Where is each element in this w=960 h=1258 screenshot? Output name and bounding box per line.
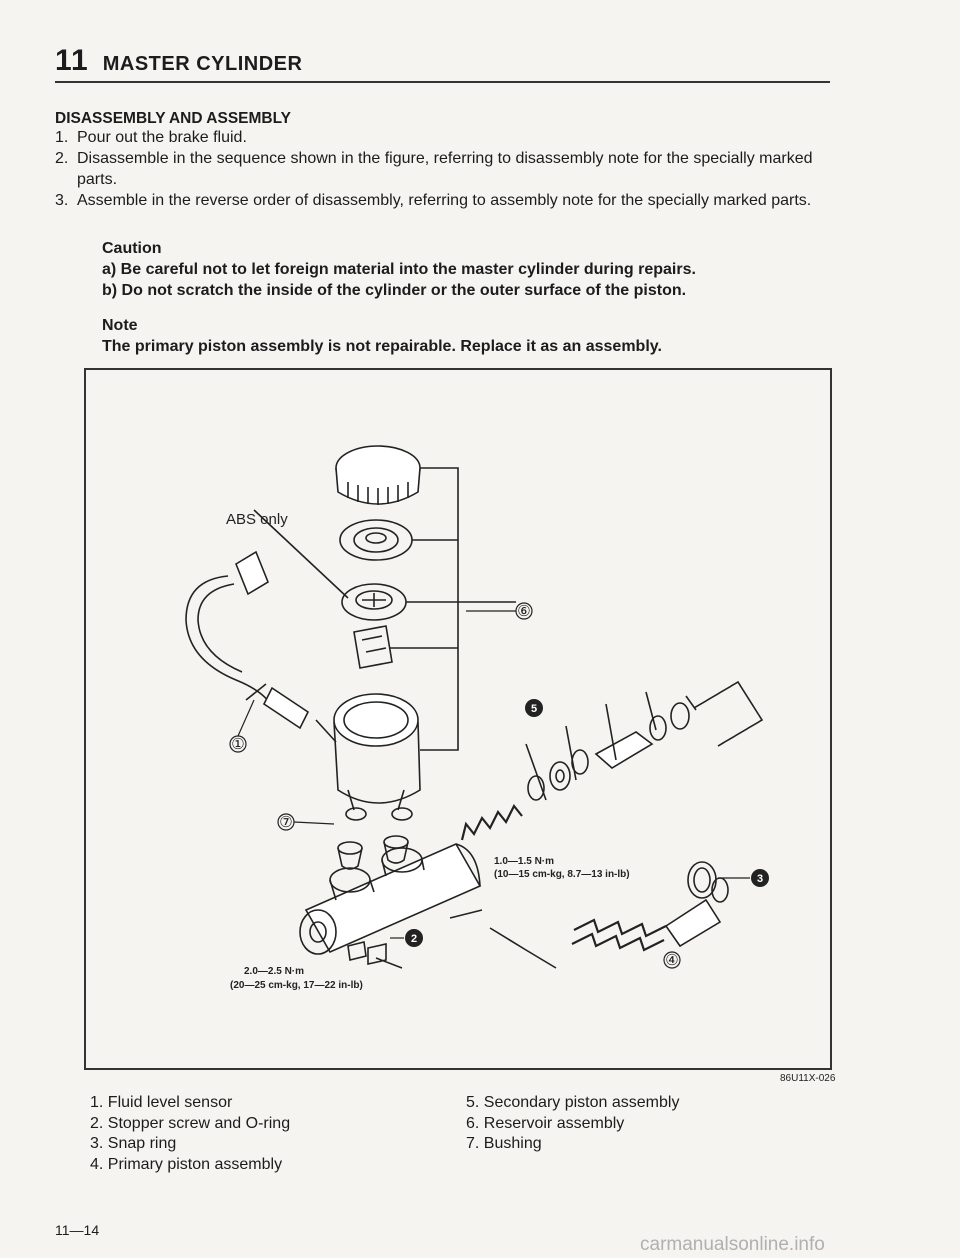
- step-item: 1. Pour out the brake fluid.: [55, 129, 247, 146]
- legend-item: 2. Stopper screw and O-ring: [90, 1114, 291, 1132]
- callout-4-label: ④: [665, 952, 679, 969]
- torque-spec-2-line2: (20—25 cm-kg, 17—22 in-lb): [230, 980, 363, 991]
- master-cylinder-illustration: [86, 370, 830, 1068]
- caution-heading: Caution: [102, 240, 162, 257]
- abs-only-label: ABS only: [226, 511, 288, 528]
- callout-3-label: 3: [756, 873, 764, 885]
- header-divider: [55, 81, 830, 83]
- caution-item-b: b) Do not scratch the inside of the cylinder or the outer surface of the piston.: [102, 282, 687, 299]
- torque-spec-1-line1: 1.0—1.5 N·m: [494, 856, 555, 867]
- torque-spec-1-line2: (10—15 cm-kg, 8.7—13 in-lb): [494, 869, 630, 880]
- step-item: 2. Disassemble in the sequence shown in the figure, referring to disassembly note for the specially marked parts.: [55, 150, 813, 188]
- callout-2-label: 2: [410, 933, 418, 945]
- parts-legend-left: [90, 1093, 290, 1175]
- legend-item: 4. Primary piston assembly: [90, 1155, 283, 1173]
- callout-7-label: ⑦: [279, 814, 293, 831]
- callout-5-label: 5: [530, 703, 538, 715]
- procedure-steps: [55, 127, 835, 211]
- note-text: The primary piston assembly is not repairable. Replace it as an assembly.: [102, 338, 662, 355]
- legend-item: 1. Fluid level sensor: [90, 1094, 233, 1111]
- chapter-number: 11: [55, 44, 89, 77]
- legend-item: 5. Secondary piston assembly: [466, 1094, 680, 1111]
- step-item: 3. Assemble in the reverse order of disassembly, referring to assembly note for the specially marked parts.: [55, 192, 812, 209]
- caution-item-a: a) Be careful not to let foreign material into the master cylinder during repairs.: [102, 261, 696, 278]
- figure-id: 86U11X-026: [780, 1073, 836, 1084]
- legend-item: 3. Snap ring: [90, 1135, 177, 1152]
- legend-item: 7. Bushing: [466, 1135, 542, 1152]
- legend-item: 6. Reservoir assembly: [466, 1114, 625, 1132]
- chapter-title: MASTER CYLINDER: [102, 53, 303, 75]
- parts-legend-right: [466, 1093, 679, 1155]
- callout-6-label: ⑥: [517, 603, 531, 620]
- callout-1-label: ①: [231, 736, 245, 753]
- page-header: [55, 44, 302, 78]
- page-number: 11—14: [55, 1222, 100, 1238]
- watermark: carmanualsonline.info: [640, 1234, 825, 1255]
- torque-spec-2-line1: 2.0—2.5 N·m: [244, 966, 305, 977]
- section-title: DISASSEMBLY AND ASSEMBLY: [55, 110, 291, 127]
- note-heading: Note: [102, 317, 138, 334]
- exploded-view-figure: [84, 368, 832, 1070]
